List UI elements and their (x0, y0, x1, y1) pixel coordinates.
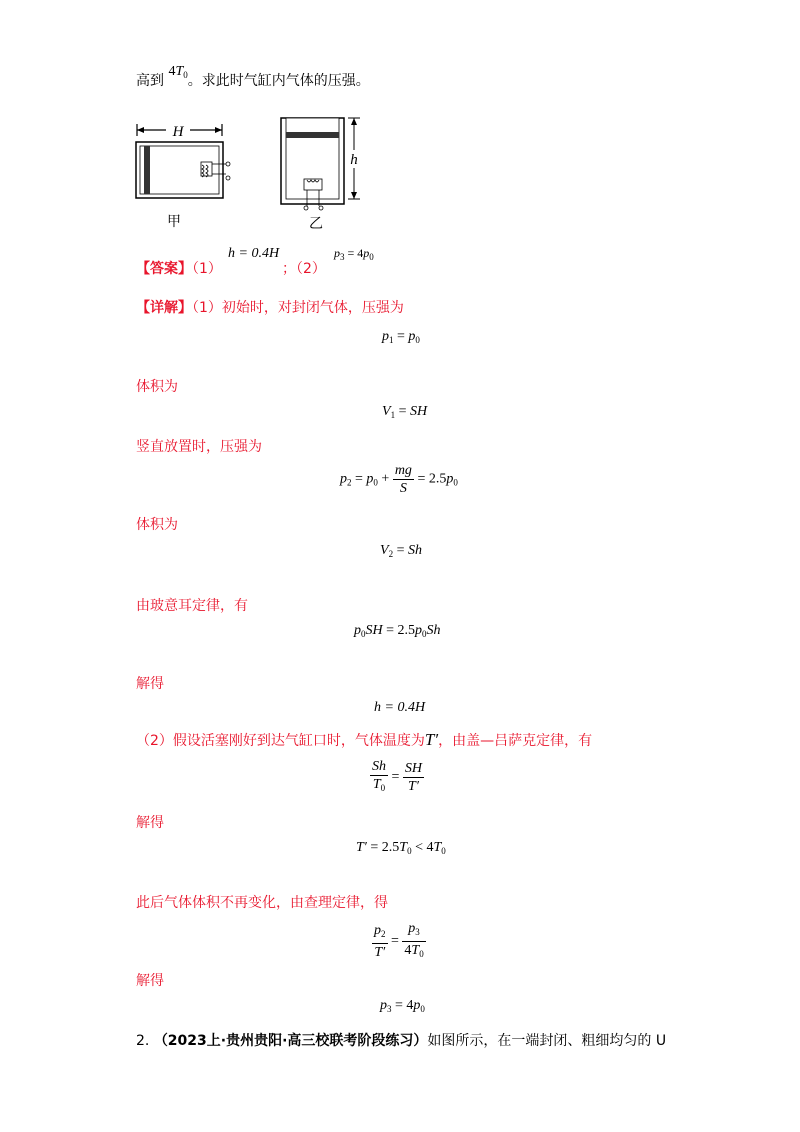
answer-eq2: $p_3 = 4p_0$ (334, 246, 374, 262)
question-number: 2. (136, 1033, 150, 1049)
eq-h-result: h = 0.4H (374, 700, 426, 715)
eq-gay-lussac: $\frac{Sh}{T_0}$ = $\frac{SH}{T'}$ (372, 759, 423, 794)
answer-eq1: h = 0.4H (228, 246, 280, 261)
label-H: H (172, 124, 184, 140)
answer-part2: ；（2） (282, 261, 326, 277)
question-source: （2023上·贵州贵阳·高三校联考阶段练习） (153, 1033, 428, 1049)
boyle-label: 由玻意耳定律，有 (136, 598, 248, 614)
part2-line: （2）假设活塞刚好到达气缸口时，气体温度为T′，由盖—吕萨克定律，有 (136, 730, 593, 749)
answer-line: 【答案】（1） (136, 261, 222, 277)
eq-boyle: $p_0SH = 2.5p_0Sh$ (354, 623, 441, 639)
answer-tag: 【答案】 (136, 261, 192, 277)
volume-label-2: 体积为 (136, 517, 178, 533)
intro-temperature: $4T_0$ (168, 64, 188, 80)
charles-label: 此后气体体积不再变化，由查理定律，得 (136, 895, 388, 911)
eq-v1: $V_1$ = SH (382, 404, 428, 420)
intro-suffix: 。求此时气缸内气体的压强。 (187, 73, 370, 89)
eq-t-result: $T' = 2.5T_0 < 4T_0$ (356, 840, 446, 856)
intro-prefix: 高到 (136, 73, 164, 89)
eq-p1: $p_1 = p_0$ (382, 329, 420, 345)
solve-label-1: 解得 (136, 676, 164, 692)
intro-line (136, 64, 370, 90)
solve-label-2: 解得 (136, 815, 164, 831)
eq-v2: $V_2 = Sh$ (380, 543, 422, 559)
label-h: h (350, 152, 358, 168)
figure-yi (278, 112, 378, 232)
eq-charles: $\frac{p_2}{T'}$ = $\frac{p_3}{4T_0}$ (374, 921, 424, 960)
eq-p3: $p_3 = 4p_0$ (380, 998, 425, 1014)
caption-yi: 乙 (309, 216, 323, 232)
caption-jia: 甲 (167, 214, 181, 230)
question-text: 如图所示，在一端封闭、粗细均匀的 U (427, 1033, 667, 1049)
volume-label-1: 体积为 (136, 379, 178, 395)
eq-p2: $p_2 = p_0$ + $\frac{mg}{S}$ = $2.5p_0$ (340, 463, 458, 496)
next-question (136, 1030, 666, 1050)
figure-jia (134, 120, 244, 230)
detail-tag: 【详解】 (136, 300, 192, 316)
solve-label-3: 解得 (136, 973, 164, 989)
detail-intro: 【详解】（1）初始时，对封闭气体，压强为 (136, 300, 404, 316)
vertical-label: 竖直放置时，压强为 (136, 439, 262, 455)
